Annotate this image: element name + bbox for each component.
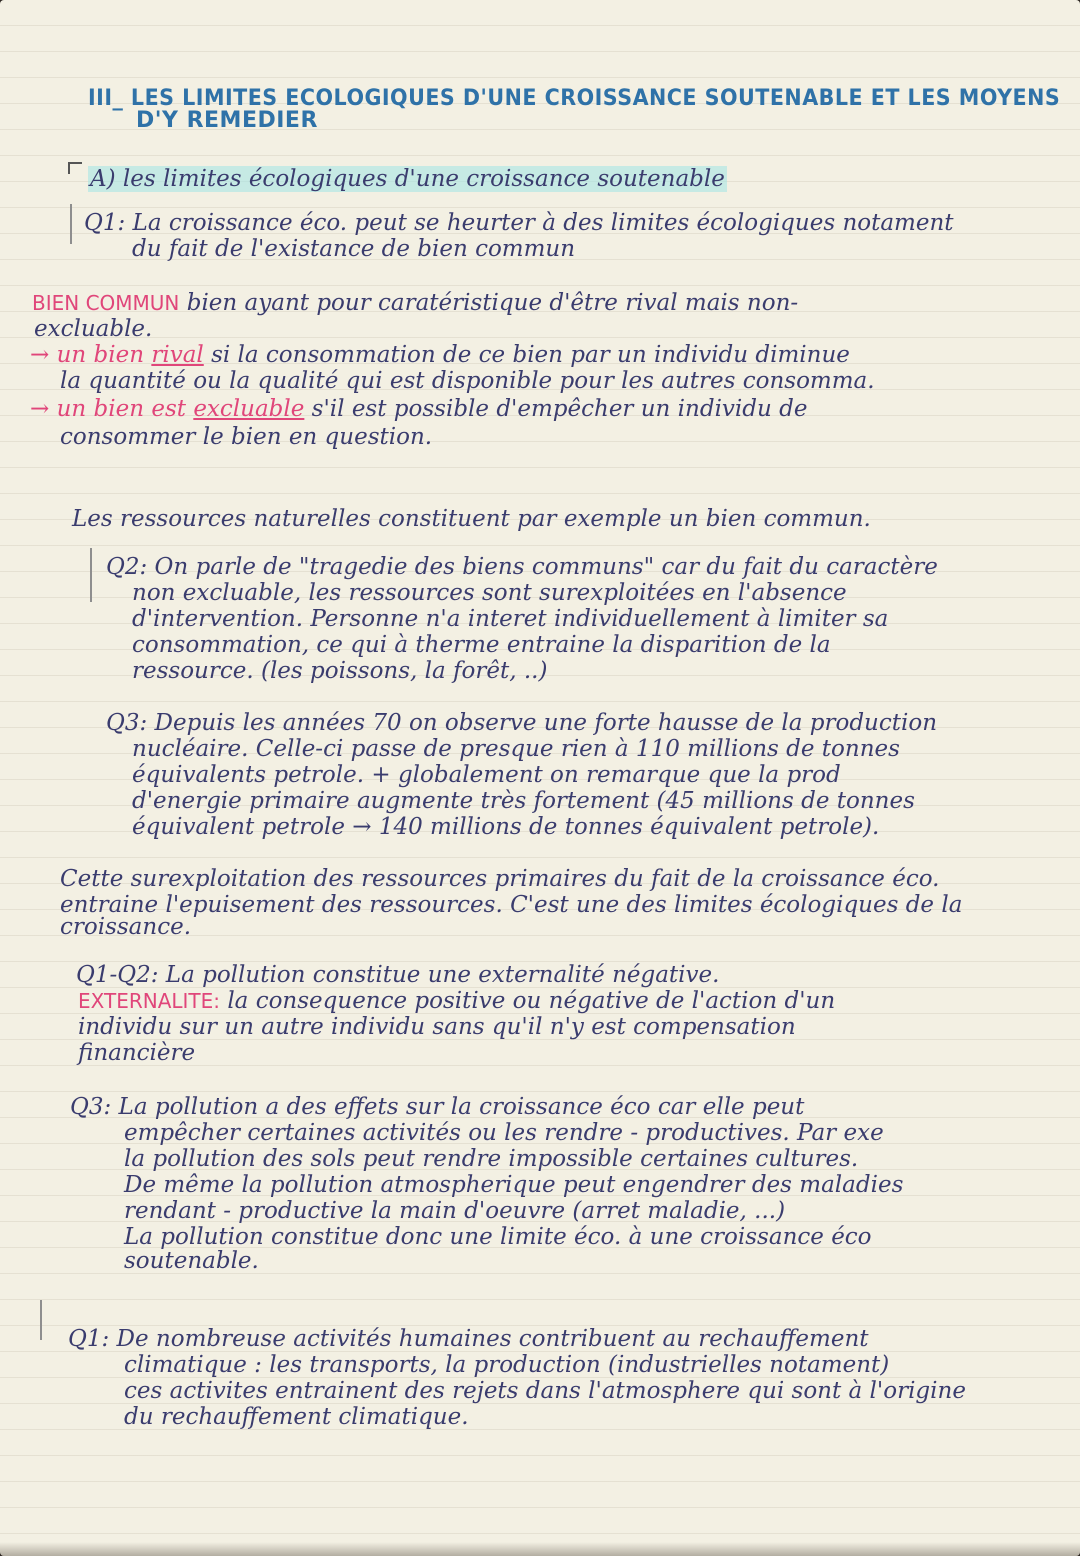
q2-line-3: d'intervention. Personne n'a interet individuellement à limiter sa — [132, 606, 889, 632]
pollution-q3-line-4: De même la pollution atmospherique peut engendrer des maladies — [124, 1172, 904, 1198]
q2-line-1: Q2: On parle de "tragedie des biens communs" car du fait du caractère — [106, 554, 938, 580]
pollution-q3-line-2: empêcher certaines activités ou les rendre - productives. Par exe — [124, 1120, 884, 1146]
surexploitation-line-1: Cette surexploitation des ressources primaires du fait de la croissance éco. — [60, 866, 940, 892]
margin-bar — [70, 204, 72, 244]
rival-line-1: → un bien rival si la consommation de ce bien par un individu diminue — [30, 342, 850, 368]
externalite-definition: EXTERNALITE: la consequence positive ou négative de l'action d'un — [78, 988, 836, 1014]
externalite-line-2: individu sur un autre individu sans qu'il n'y est compensation — [78, 1014, 796, 1040]
subsection-title: A) les limites écologiques d'une croissance soutenable — [90, 166, 725, 192]
q2-line-5: ressource. (les poissons, la forêt, ..) — [132, 658, 548, 684]
pollution-q3-line-1: Q3: La pollution a des effets sur la croissance éco car elle peut — [70, 1094, 805, 1120]
margin-bar-climate — [40, 1300, 42, 1340]
excluable-line-1: → un bien est excluable s'il est possible d'empêcher un individu de — [30, 396, 808, 422]
q1-line-1: Q1: La croissance éco. peut se heurter à des limites écologiques notament — [84, 210, 954, 236]
pollution-q3-line-5: rendant - productive la main d'oeuvre (arret maladie, ...) — [124, 1198, 786, 1224]
definition-bien-commun: BIEN COMMUN bien ayant pour caratéristique d'être rival mais non- — [32, 290, 799, 316]
climate-q1-line-1: Q1: De nombreuse activités humaines contribuent au rechauffement — [68, 1326, 869, 1352]
q2-line-4: consommation, ce qui à therme entraine la disparition de la — [132, 632, 831, 658]
externalite-term: EXTERNALITE: — [78, 989, 221, 1013]
q3-line-1: Q3: Depuis les années 70 on observe une forte hausse de la production — [106, 710, 938, 736]
definition-line-2: excluable. — [34, 316, 153, 342]
q3-line-2: nucléaire. Celle-ci passe de presque rien à 110 millions de tonnes — [132, 736, 900, 762]
excluable-keyword: excluable — [193, 396, 305, 422]
q3-line-5: équivalent petrole → 140 millions de tonnes équivalent petrole). — [132, 814, 880, 840]
surexploitation-line-2: entraine l'epuisement des ressources. C'est une des limites écologiques de la — [60, 892, 963, 918]
page-edge-shadow — [0, 1542, 1080, 1556]
rival-line-2: la quantité ou la qualité qui est disponible pour les autres consomma. — [60, 368, 875, 394]
rival-keyword: rival — [151, 342, 204, 368]
surexploitation-line-3: croissance. — [60, 914, 192, 940]
q3-line-4: d'energie primaire augmente très fortement (45 millions de tonnes — [132, 788, 915, 814]
pollution-q3-line-6: La pollution constitue donc une limite éco. à une croissance éco — [124, 1224, 872, 1250]
q2-line-2: non excluable, les ressources sont surexploitées en l'absence — [132, 580, 847, 606]
margin-bar-q2 — [90, 548, 92, 602]
section-title-line-1: III_ LES LIMITES ECOLOGIQUES D'UNE CROISSANCE SOUTENABLE ET LES MOYENS — [88, 86, 1061, 111]
pollution-q3-line-7: soutenable. — [124, 1248, 259, 1274]
climate-q1-line-4: du rechauffement climatique. — [124, 1404, 469, 1430]
pollution-q1q2: Q1-Q2: La pollution constitue une externalité négative. — [76, 962, 720, 988]
section-title-line-2: D'Y REMEDIER — [136, 108, 318, 133]
excluable-line-2: consommer le bien en question. — [60, 424, 433, 450]
ressources-line: Les ressources naturelles constituent par exemple un bien commun. — [72, 506, 871, 532]
q3-line-3: équivalents petrole. + globalement on remarque que la prod — [132, 762, 841, 788]
definition-term: BIEN COMMUN — [32, 291, 180, 315]
q1-line-2: du fait de l'existance de bien commun — [132, 236, 576, 262]
pollution-q3-line-3: la pollution des sols peut rendre impossible certaines cultures. — [124, 1146, 859, 1172]
climate-q1-line-3: ces activites entrainent des rejets dans l'atmosphere qui sont à l'origine — [124, 1378, 966, 1404]
bracket-mark — [68, 162, 82, 174]
externalite-line-3: financière — [78, 1040, 196, 1066]
climate-q1-line-2: climatique : les transports, la production (industrielles notament) — [124, 1352, 890, 1378]
